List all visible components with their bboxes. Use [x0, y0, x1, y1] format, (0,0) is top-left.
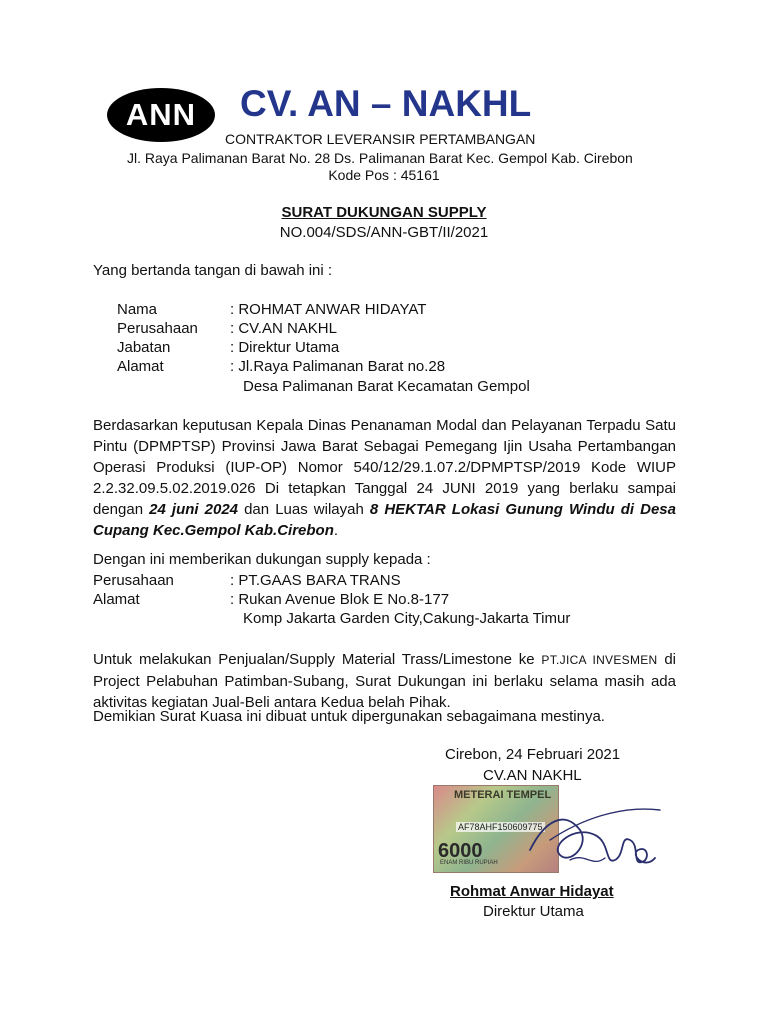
- company-name: CV. AN – NAKHL: [240, 83, 532, 124]
- purpose-text-2: di Project Pelabuhan Patimban-Subang, Surat Dukungan ini berlaku selama masih ada aktivitas kegiatan Jual-Beli antara Kedua belah Pihak.: [93, 651, 676, 711]
- signer-printed-title: Direktur Utama: [483, 903, 584, 920]
- signer-company-label: Perusahaan: [117, 320, 198, 337]
- signer-position-label: Jabatan: [117, 339, 171, 356]
- purpose-text-1: Untuk melakukan Penjualan/Supply Material Trass/Limestone ke: [93, 651, 542, 668]
- logo-text: ANN: [125, 97, 197, 132]
- company-logo: [107, 88, 215, 142]
- place-date: Cirebon, 24 Februari 2021: [445, 746, 621, 763]
- purpose-paragraph: [93, 649, 676, 713]
- stamp-value: 6000: [438, 840, 483, 862]
- document-title: SURAT DUKUNGAN SUPPLY: [281, 204, 487, 221]
- basis-text-2: dan Luas wilayah: [238, 501, 370, 518]
- basis-valid-until: 24 juni 2024: [149, 501, 239, 518]
- stamp-words: ENAM RIBU RUPIAH: [440, 860, 498, 866]
- handwritten-signature: [520, 790, 670, 880]
- company-tagline: CONTRAKTOR LEVERANSIR PERTAMBANGAN: [225, 131, 536, 147]
- closing-text: Demikian Surat Kuasa ini dibuat untuk dipergunakan sebagaimana mestinya.: [93, 708, 605, 725]
- signer-address-label: Alamat: [117, 358, 164, 375]
- signer-address-value: : Jl.Raya Palimanan Barat no.28: [230, 358, 446, 375]
- recipient-address-line2: Komp Jakarta Garden City,Cakung-Jakarta Timur: [243, 610, 571, 627]
- recipient-address-label: Alamat: [93, 591, 140, 608]
- stamp-serial: AF78AHF150609775: [458, 822, 543, 832]
- stamp-title: METERAI TEMPEL: [454, 789, 552, 801]
- basis-area-location: 8 HEKTAR Lokasi Gunung Windu di Desa Cupang Kec.Gempol Kab.Cirebon: [93, 501, 676, 539]
- signer-position-value: : Direktur Utama: [230, 339, 340, 356]
- signer-name-label: Nama: [117, 301, 158, 318]
- company-postal-code: Kode Pos : 45161: [328, 167, 440, 183]
- recipient-address-value: : Rukan Avenue Blok E No.8-177: [230, 591, 450, 608]
- company-address: Jl. Raya Palimanan Barat No. 28 Ds. Palimanan Barat Kec. Gempol Kab. Cirebon: [127, 150, 633, 166]
- signature-company: CV.AN NAKHL: [483, 767, 582, 784]
- signer-address-line2: Desa Palimanan Barat Kecamatan Gempol: [243, 378, 530, 395]
- signer-company-value: : CV.AN NAKHL: [230, 320, 337, 337]
- recipient-intro: Dengan ini memberikan dukungan supply kepada :: [93, 551, 431, 568]
- basis-text-3: .: [333, 522, 339, 539]
- signer-printed-name: Rohmat Anwar Hidayat: [450, 883, 614, 900]
- intro-text: Yang bertanda tangan di bawah ini :: [93, 262, 333, 279]
- document-number: NO.004/SDS/ANN-GBT/II/2021: [279, 224, 489, 241]
- recipient-company-value: : PT.GAAS BARA TRANS: [230, 572, 401, 589]
- signer-name-value: : ROHMAT ANWAR HIDAYAT: [230, 301, 427, 318]
- purpose-buyer: PT.JICA INVESMEN: [541, 653, 658, 667]
- recipient-company-label: Perusahaan: [93, 572, 174, 589]
- basis-text-1: Berdasarkan keputusan Kepala Dinas Penanaman Modal dan Pelayanan Terpadu Satu Pintu (DPMPTSP) Provinsi Jawa Barat Sebagai Pemegang Ijin Usaha Pertambangan Operasi Produksi (IUP-OP) Nomor 540/12/29.1.07.2/DPMPTSP/2019 Kode WIUP 2.2.32.09.5.02.2019.026 Di tetapkan Tanggal 24 JUNI 2019 yang berlaku sampai dengan: [93, 417, 676, 518]
- basis-paragraph: [93, 415, 676, 541]
